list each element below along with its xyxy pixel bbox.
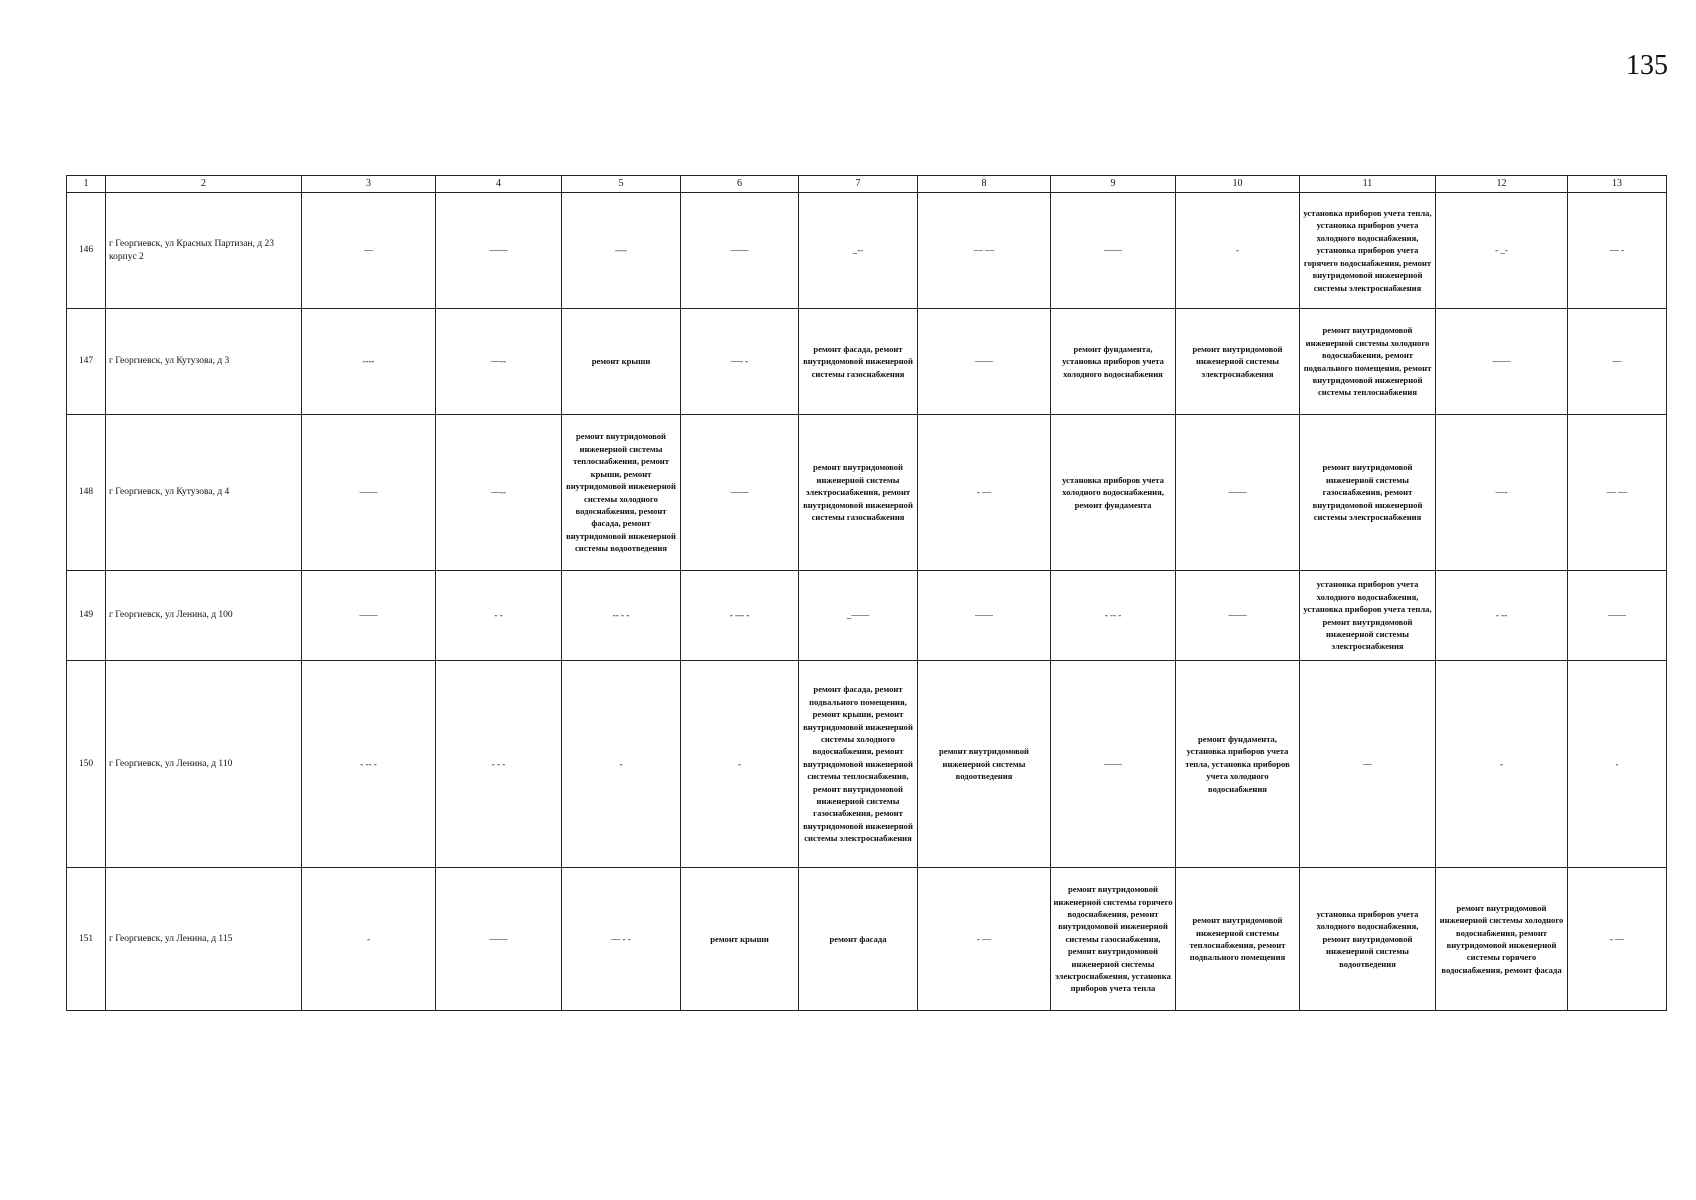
cell-col-4: - - xyxy=(436,571,562,661)
cell-col-4: - - - xyxy=(436,661,562,868)
cell-col-5: -- - - xyxy=(562,571,681,661)
cell-col-11: ремонт внутридомовой инженерной системы газоснабжения, ремонт внутридомовой инженерной системы электроснабжения xyxy=(1300,415,1436,571)
cell-col-6: ремонт крыши xyxy=(681,868,799,1011)
row-number: 151 xyxy=(67,868,106,1011)
cell-col-9: - -- - xyxy=(1051,571,1176,661)
column-header: 13 xyxy=(1568,176,1667,193)
cell-col-9: ремонт фундамента, установка приборов учета холодного водоснабжения xyxy=(1051,309,1176,415)
cell-col-7: _—— xyxy=(799,571,918,661)
cell-col-12: —- xyxy=(1436,415,1568,571)
cell-col-5: ремонт внутридомовой инженерной системы теплоснабжения, ремонт крыши, ремонт внутридомовой инженерной системы холодного водоснабжения, ремонт фасада, ремонт внутридомовой инженерной системы водоотведения xyxy=(562,415,681,571)
row-number: 150 xyxy=(67,661,106,868)
cell-col-11: установка приборов учета холодного водоснабжения, установка приборов учета тепла, ремонт внутридомовой инженерной системы электроснабжения xyxy=(1300,571,1436,661)
cell-col-6: —- - xyxy=(681,309,799,415)
cell-col-12: ремонт внутридомовой инженерной системы холодного водоснабжения, ремонт внутридомовой инженерной системы горячего водоснабжения, ремонт фасада xyxy=(1436,868,1568,1011)
repair-schedule-table-wrap xyxy=(66,175,1656,1011)
cell-col-7: ремонт фасада, ремонт подвального помещения, ремонт крыши, ремонт внутридомовой инженерной системы холодного водоснабжения, ремонт внутридомовой инженерной системы теплоснабжения, ремонт внутридомовой инженерной системы газоснабжения, ремонт внутридомовой инженерной системы электроснабжения xyxy=(799,661,918,868)
row-address: г Георгиевск, ул Кутузова, д 4 xyxy=(106,415,302,571)
cell-col-12: - -- xyxy=(1436,571,1568,661)
table-row xyxy=(67,193,1667,309)
table-row xyxy=(67,309,1667,415)
cell-col-7: _-- xyxy=(799,193,918,309)
column-header: 8 xyxy=(918,176,1051,193)
cell-col-4: —— xyxy=(436,868,562,1011)
table-row xyxy=(67,415,1667,571)
column-header: 7 xyxy=(799,176,918,193)
row-address: г Георгиевск, ул Ленина, д 115 xyxy=(106,868,302,1011)
cell-col-6: —— xyxy=(681,193,799,309)
column-header: 10 xyxy=(1176,176,1300,193)
cell-col-3: —— xyxy=(302,415,436,571)
cell-col-6: —— xyxy=(681,415,799,571)
column-number-header-row xyxy=(67,176,1667,193)
cell-col-3: — xyxy=(302,193,436,309)
cell-col-13: - xyxy=(1568,661,1667,868)
cell-col-10: - xyxy=(1176,193,1300,309)
cell-col-8: —— xyxy=(918,571,1051,661)
cell-col-10: ремонт фундамента, установка приборов учета тепла, установка приборов учета холодного водоснабжения xyxy=(1176,661,1300,868)
column-header: 2 xyxy=(106,176,302,193)
page-number: 135 xyxy=(1626,50,1668,81)
cell-col-11: — xyxy=(1300,661,1436,868)
row-number: 148 xyxy=(67,415,106,571)
cell-col-7: ремонт фасада xyxy=(799,868,918,1011)
cell-col-3: - xyxy=(302,868,436,1011)
column-header: 3 xyxy=(302,176,436,193)
cell-col-3: - -- - xyxy=(302,661,436,868)
cell-col-7: ремонт фасада, ремонт внутридомовой инженерной системы газоснабжения xyxy=(799,309,918,415)
table-row xyxy=(67,868,1667,1011)
cell-col-13: — — xyxy=(1568,415,1667,571)
cell-col-10: —— xyxy=(1176,415,1300,571)
cell-col-12: - _- xyxy=(1436,193,1568,309)
cell-col-11: ремонт внутридомовой инженерной системы холодного водоснабжения, ремонт подвального помещения, ремонт внутридомовой инженерной системы теплоснабжения xyxy=(1300,309,1436,415)
row-address: г Георгиевск, ул Ленина, д 110 xyxy=(106,661,302,868)
cell-col-10: —— xyxy=(1176,571,1300,661)
row-address: г Георгиевск, ул Кутузова, д 3 xyxy=(106,309,302,415)
column-header: 5 xyxy=(562,176,681,193)
cell-col-5: ремонт крыши xyxy=(562,309,681,415)
cell-col-10: ремонт внутридомовой инженерной системы теплоснабжения, ремонт подвального помещения xyxy=(1176,868,1300,1011)
cell-col-8: ремонт внутридомовой инженерной системы водоотведения xyxy=(918,661,1051,868)
cell-col-11: установка приборов учета тепла, установка приборов учета холодного водоснабжения, установка приборов учета горячего водоснабжения, ремонт внутридомовой инженерной системы электроснабжения xyxy=(1300,193,1436,309)
cell-col-6: - --- - xyxy=(681,571,799,661)
row-number: 147 xyxy=(67,309,106,415)
cell-col-9: ремонт внутридомовой инженерной системы горячего водоснабжения, ремонт внутридомовой инженерной системы газоснабжения, ремонт внутридомовой инженерной системы электроснабжения, установка приборов учета тепла xyxy=(1051,868,1176,1011)
cell-col-12: —— xyxy=(1436,309,1568,415)
cell-col-8: - — xyxy=(918,868,1051,1011)
row-address: г Георгиевск, ул Ленина, д 100 xyxy=(106,571,302,661)
cell-col-5: ---- xyxy=(562,193,681,309)
cell-col-13: —— xyxy=(1568,571,1667,661)
cell-col-12: - xyxy=(1436,661,1568,868)
cell-col-5: — - - xyxy=(562,868,681,1011)
cell-col-11: установка приборов учета холодного водоснабжения, ремонт внутридомовой инженерной системы водоотведения xyxy=(1300,868,1436,1011)
column-header: 11 xyxy=(1300,176,1436,193)
cell-col-9: установка приборов учета холодного водоснабжения, ремонт фундамента xyxy=(1051,415,1176,571)
row-address: г Георгиевск, ул Красных Партизан, д 23 корпус 2 xyxy=(106,193,302,309)
cell-col-10: ремонт внутридомовой инженерной системы электроснабжения xyxy=(1176,309,1300,415)
cell-col-8: - — xyxy=(918,415,1051,571)
cell-col-4: —-- xyxy=(436,415,562,571)
cell-col-13: — - xyxy=(1568,193,1667,309)
column-header: 12 xyxy=(1436,176,1568,193)
cell-col-7: ремонт внутридомовой инженерной системы электроснабжения, ремонт внутридомовой инженерной системы газоснабжения xyxy=(799,415,918,571)
cell-col-9: —— xyxy=(1051,193,1176,309)
column-header: 6 xyxy=(681,176,799,193)
cell-col-13: - — xyxy=(1568,868,1667,1011)
column-header: 4 xyxy=(436,176,562,193)
cell-col-8: — — xyxy=(918,193,1051,309)
table-row xyxy=(67,571,1667,661)
cell-col-4: —-- xyxy=(436,309,562,415)
cell-col-13: — xyxy=(1568,309,1667,415)
cell-col-3: —— xyxy=(302,571,436,661)
row-number: 146 xyxy=(67,193,106,309)
row-number: 149 xyxy=(67,571,106,661)
column-header: 9 xyxy=(1051,176,1176,193)
cell-col-8: —— xyxy=(918,309,1051,415)
cell-col-4: —— xyxy=(436,193,562,309)
cell-col-5: - xyxy=(562,661,681,868)
table-row xyxy=(67,661,1667,868)
repair-schedule-table xyxy=(66,175,1667,1011)
cell-col-9: —— xyxy=(1051,661,1176,868)
cell-col-3: ---- xyxy=(302,309,436,415)
column-header: 1 xyxy=(67,176,106,193)
cell-col-6: - xyxy=(681,661,799,868)
